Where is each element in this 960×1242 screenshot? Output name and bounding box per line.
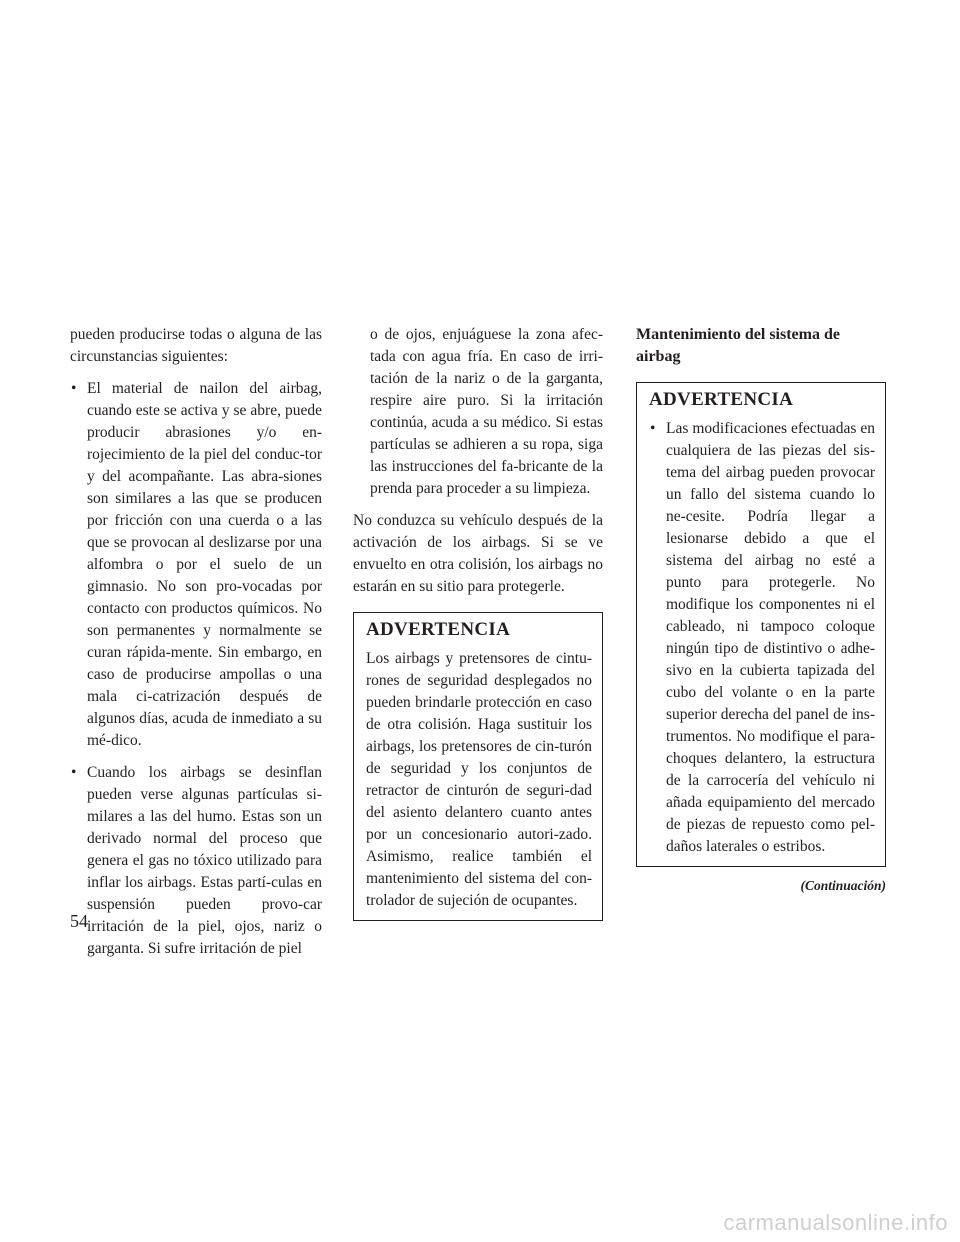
warning-text: Los airbags y pretensores de cintu-rones de seguridad desplegados no pueden brindarle protección en caso de otra colisión. Haga sustituir los airbags, los pretensores de cin-turón de seguridad y los conjuntos de retractor de cinturón de seguri-dad del asiento delantero cuanto antes por un concesionario autori-zado. Asimismo, realice también el mantenimiento del sistema del con-trolador de sujeción de ocupantes. [366,650,592,909]
warning-title: ADVERTENCIA [649,389,794,410]
warning-box [353,612,603,921]
list-item: • Cuando los airbags se desinflan pueden verse algunas partículas si-milares a las del humo. Estas son un derivado normal del proceso que genera el gas no tóxico utilizado para inflar los airbags. Estas partí-culas en suspensión pueden provo-car irritación de la piel, ojos, nariz o garganta. Si sufre irritación de piel [70,762,322,960]
list-item: • El material de nailon del airbag, cuando este se activa y se abre, puede producir abrasiones y/o en-rojecimiento de la piel del conduc-tor y del acompañante. Las abra-siones son similares a las que se producen por fricción con una cuerda o a las que se provocan al deslizarse por una alfombra o por el suelo de un gimnasio. No son pro-vocadas por contacto con productos químicos. No son permanentes y normalmente se curan rápida-mente. Sin embargo, en caso de producirse ampollas o una mala ci-catrización después de algunos días, acuda de inmediato a su mé-dico. [70,378,322,752]
list-item: • Las modificaciones efectuadas en cualquiera de las piezas del sis-tema del airbag pueden provocar un fallo del sistema cuando lo ne-cesite. Podría llegar a lesionarse debido a que el sistema del airbag no esté a punto para protegerle. No modifique los componentes ni el cableado, ni tampoco coloque ningún tipo de distintivo o adhe-sivo en la cubierta tapizada del cubo del volante o en la parte superior derecha del panel de ins-trumentos. No modifique el para-choques delantero, la estructura de la carrocería del vehículo ni añada equipamiento del mercado de piezas de repuesto como pel-daños laterales o estribos. [649,418,875,858]
section-heading: Mantenimiento del sistema de airbag [636,326,840,365]
watermark: carmanualsonline.info [723,1210,948,1235]
warning-box [636,382,886,867]
body-paragraph: No conduzca su vehículo después de la activación de los airbags. Si se ve envuelto en otra colisión, los airbags no estarán en su sitio para protegerle. [353,512,603,595]
warning-title: ADVERTENCIA [366,619,511,640]
left-column [70,324,322,970]
right-column [636,324,886,897]
continuation-note: (Continuación) [800,878,886,893]
warning-list [649,418,875,858]
page-number: 54 [70,911,88,931]
effects-list [70,378,322,960]
middle-column [353,324,603,931]
list-item-continuation: o de ojos, enjuáguese la zona afec-tada con agua fría. En caso de irri-tación de la nariz o de la garganta, respire aire puro. Si la irritación continúa, acuda a su médico. Si estas partículas se adhieren a su ropa, siga las instrucciones del fa-bricante de la prenda para proceder a su limpieza. [370,326,603,497]
intro-paragraph: pueden producirse todas o alguna de las circunstancias siguientes: [70,326,322,365]
